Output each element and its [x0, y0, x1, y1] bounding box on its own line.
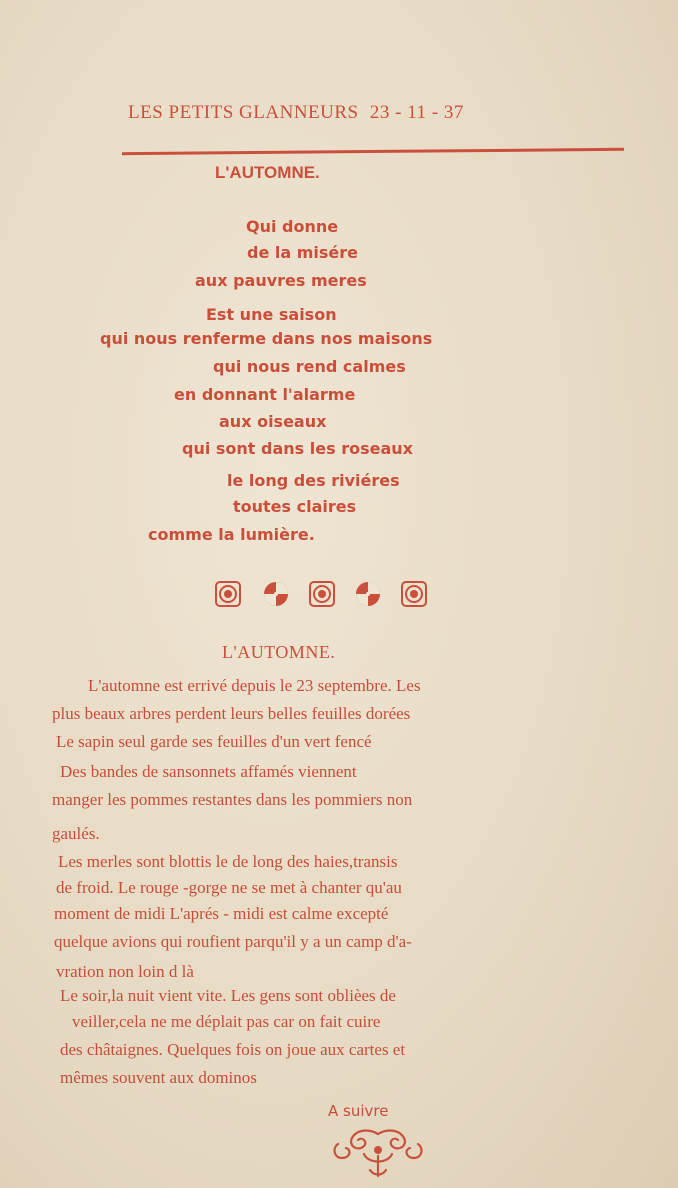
prose-line: vration non loin d là — [56, 962, 194, 981]
poem-line: Est une saison — [206, 305, 337, 324]
header-rule — [122, 148, 624, 155]
prose-line: manger les pommes restantes dans les pommiers non — [52, 790, 413, 809]
ornament-row — [214, 580, 434, 610]
prose-line: plus beaux arbres perdent leurs belles feuilles dorées — [52, 704, 411, 723]
poem-line: qui sont dans les roseaux — [182, 439, 413, 458]
rosette-ornament-icon — [214, 580, 242, 608]
poem-line: aux pauvres meres — [195, 271, 367, 290]
flourish-ornament-icon — [328, 1126, 428, 1182]
prose-line: quelque avions qui roufient parqu'il y a un camp d'a- — [54, 932, 412, 951]
poem-title: L'AUTOMNE. — [215, 163, 320, 182]
prose-line: mêmes souvent aux dominos — [60, 1068, 257, 1087]
poem-line: Qui donne — [246, 217, 339, 236]
prose-line: Le sapin seul garde ses feuilles d'un vert fencé — [56, 732, 372, 751]
quadrant-ornament-icon — [354, 580, 382, 608]
prose-line: Les merles sont blottis le de long des haies,transis — [58, 852, 398, 871]
newsletter-title: LES PETITS GLANNEURS — [128, 102, 359, 123]
poem-line: aux oiseaux — [219, 412, 327, 431]
prose-line: veiller,cela ne me déplait pas car on fait cuire — [72, 1012, 381, 1031]
poem-line: toutes claires — [233, 497, 357, 516]
rosette-ornament-icon — [400, 580, 428, 608]
poem-line: qui nous rend calmes — [213, 357, 406, 376]
prose-line: des châtaignes. Quelques fois on joue aux cartes et — [60, 1040, 406, 1059]
prose-line: gaulés. — [52, 824, 100, 843]
issue-date: 23 - 11 - 37 — [369, 102, 464, 123]
prose-line: Des bandes de sansonnets affamés viennent — [60, 762, 357, 781]
page-header — [128, 102, 568, 124]
prose-line: Le soir,la nuit vient vite. Les gens sont oblièes de — [60, 986, 396, 1005]
quadrant-ornament-icon — [262, 580, 290, 608]
poem-line: le long des riviéres — [227, 471, 400, 490]
prose-line: L'automne est errivé depuis le 23 septembre. Les — [88, 676, 421, 695]
rosette-ornament-icon — [308, 580, 336, 608]
poem-line: en donnant l'alarme — [174, 385, 356, 404]
poem-line: qui nous renferme dans nos maisons — [100, 329, 433, 348]
prose-title: L'AUTOMNE. — [222, 642, 336, 662]
poem-line: de la misére — [247, 243, 358, 262]
prose-line: moment de midi L'aprés - midi est calme excepté — [54, 904, 389, 923]
poem-line: comme la lumière. — [148, 525, 315, 544]
to-be-continued: A suivre — [328, 1102, 389, 1120]
prose-line: de froid. Le rouge -gorge ne se met à chanter qu'au — [56, 878, 402, 897]
